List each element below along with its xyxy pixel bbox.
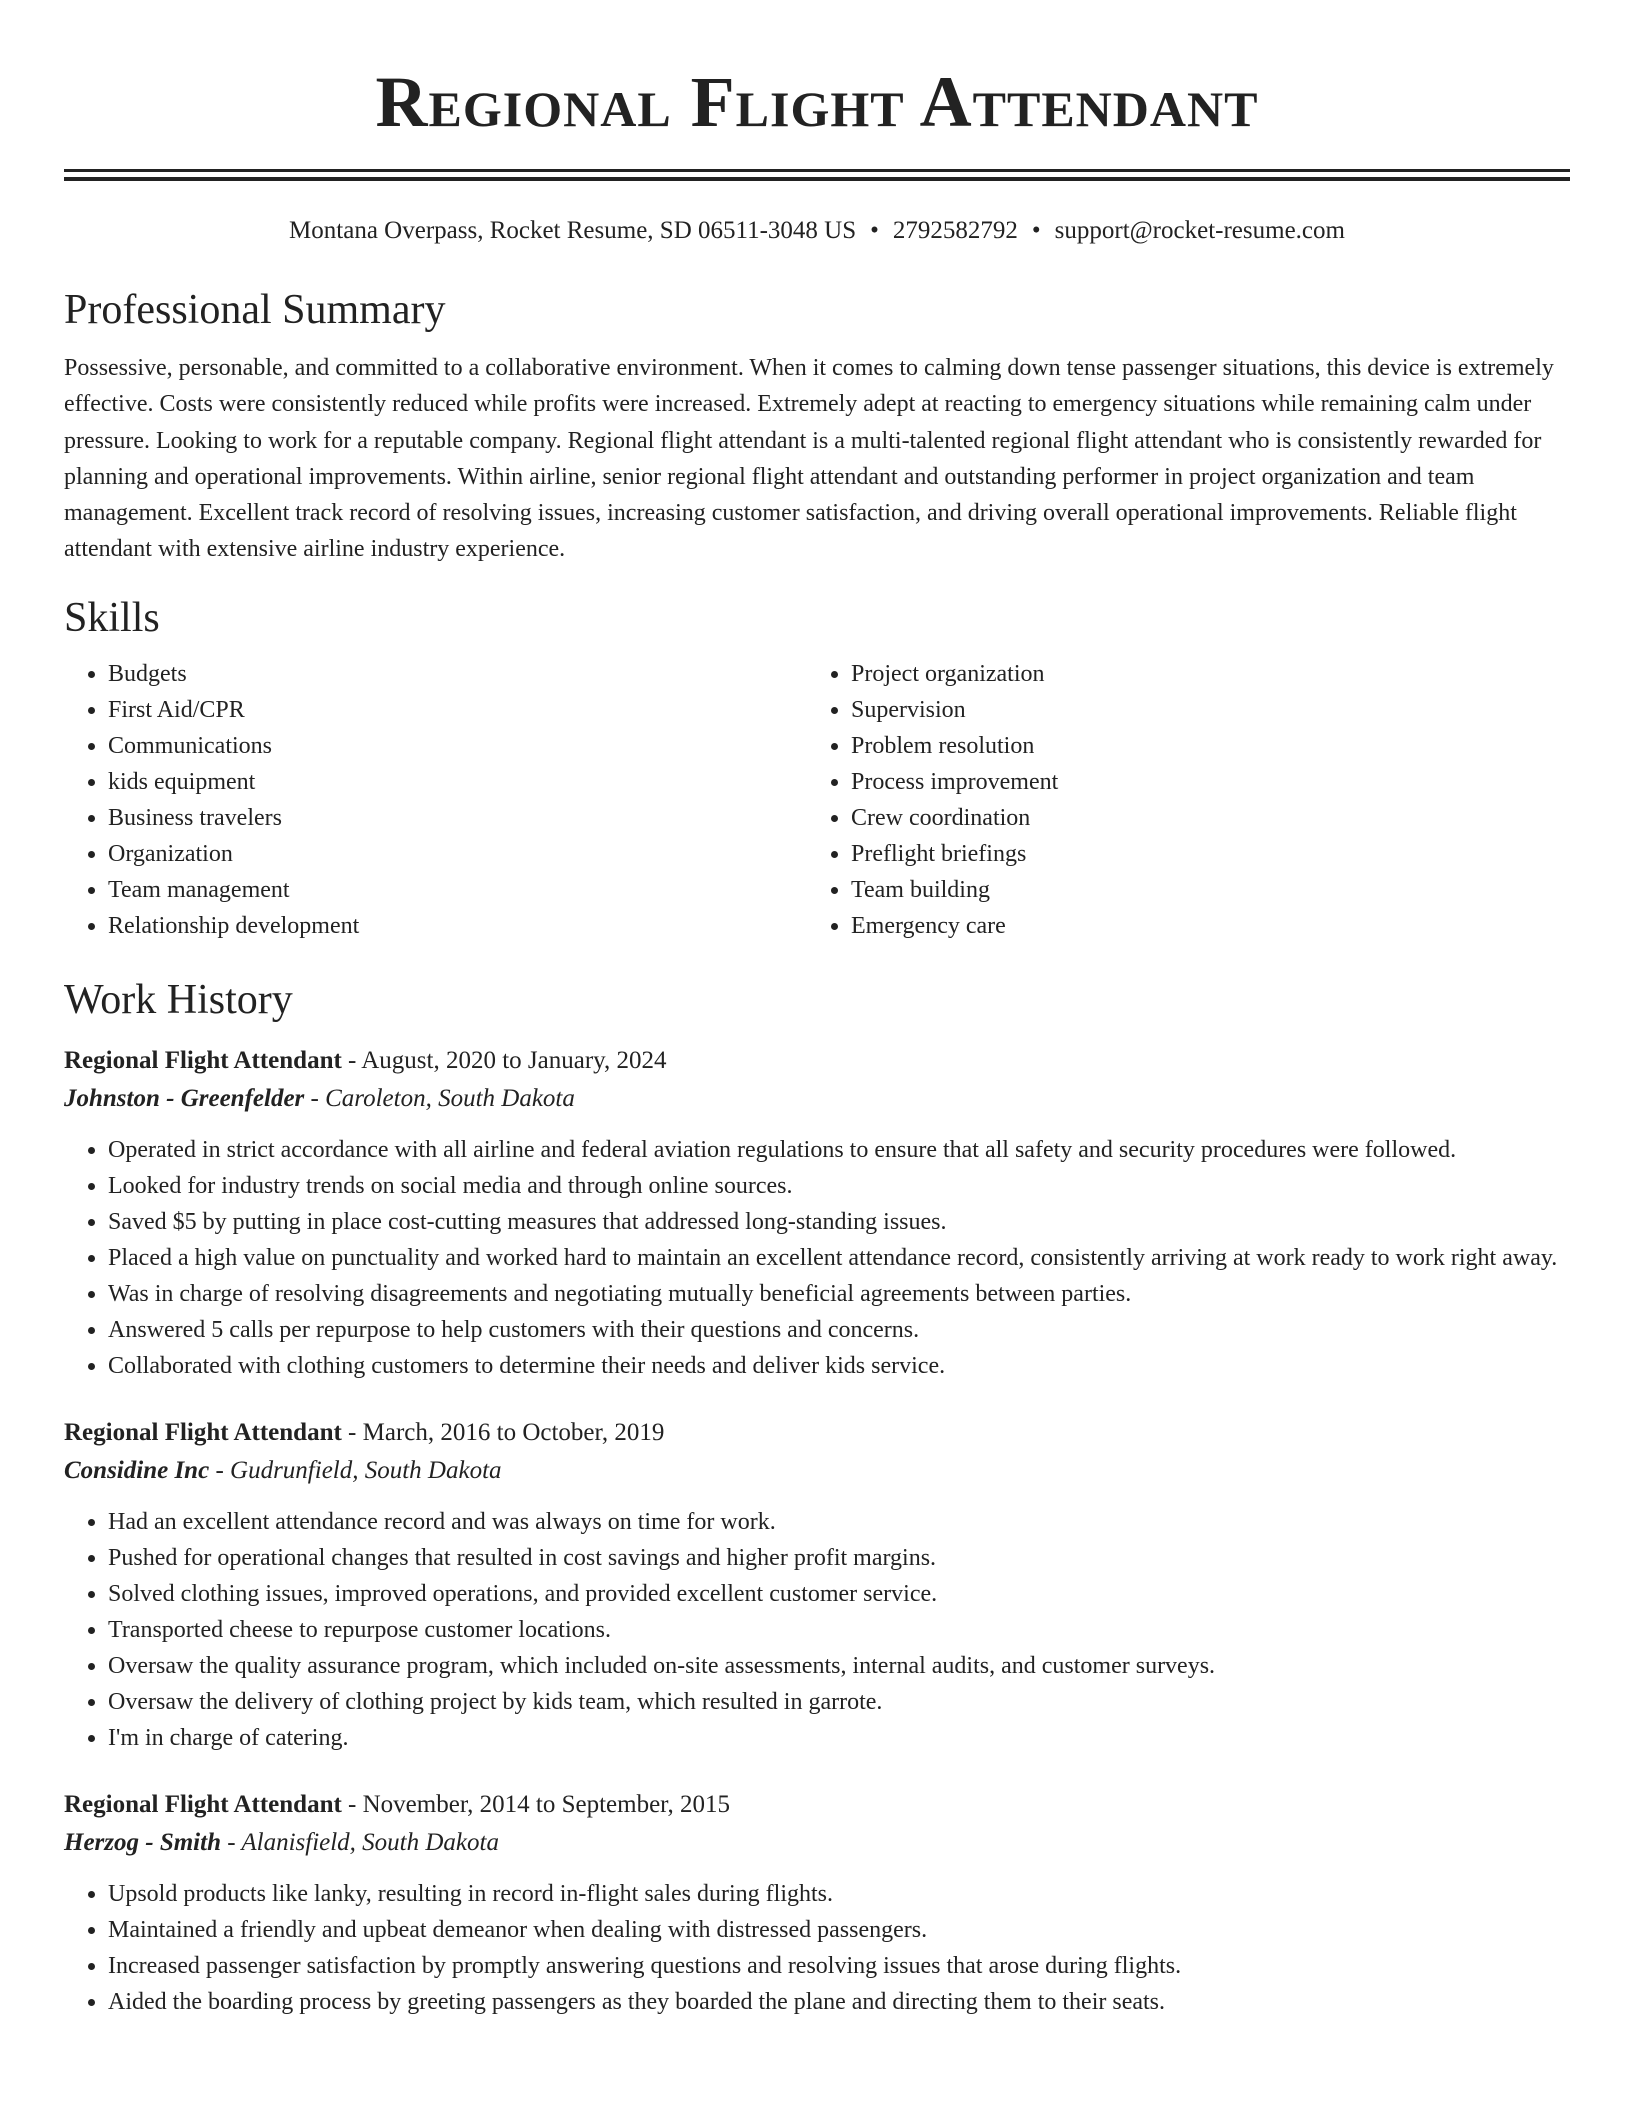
skills-column-left [64, 656, 807, 944]
skill-item: • First Aid/CPR [108, 692, 807, 728]
job-title-line [64, 1786, 1570, 1824]
job-bullet: • Was in charge of resolving disagreements and negotiating mutually beneficial agreements between parties. [108, 1276, 1570, 1312]
contact-separator: • [1031, 217, 1041, 244]
skills-list [64, 656, 1570, 944]
resume-page [64, 0, 1570, 2020]
skill-item: • Problem resolution [851, 728, 1550, 764]
job-title: Regional Flight Attendant [64, 1790, 342, 1818]
skill-item: • Project organization [851, 656, 1550, 692]
contact-separator: • [870, 217, 879, 244]
skill-item: • Team building [851, 872, 1550, 908]
skill-item: • Communications [108, 728, 807, 764]
title-divider-bottom [64, 177, 1570, 181]
job-bullets [64, 1132, 1570, 1384]
job-dates: - November, 2014 to September, 2015 [341, 1790, 730, 1818]
skill-item: • Crew coordination [851, 800, 1550, 836]
job-bullet: • Increased passenger satisfaction by promptly answering questions and resolving issues that arose during flights. [108, 1948, 1570, 1984]
summary-text: Possessive, personable, and committed to a collaborative environment. When it comes to calming down tense passenger situations, this device is extremely effective. Costs were consistently reduced while profits were increased. Extremely adept at reacting to emergency situations while remaining calm under pressure. Looking to work for a reputable company. Regional flight attendant is a multi-talented regional flight attendant who is consistently rewarded for planning and operational improvements. Within airline, senior regional flight attendant and outstanding performer in project organization and team management. Excellent track record of resolving issues, increasing customer satisfaction, and driving overall operational improvements. Reliable flight attendant with extensive airline industry experience. [64, 355, 1554, 563]
job-bullet: • Transported cheese to repurpose customer locations. [108, 1612, 1570, 1648]
resume-title: Regional Flight Attendant [375, 62, 1259, 142]
work-history-heading: Work History [64, 976, 293, 1023]
skill-item: • Business travelers [108, 800, 807, 836]
skill-item: • Relationship development [108, 908, 807, 944]
job-bullets [64, 1504, 1570, 1756]
job-bullet: • Upsold products like lanky, resulting in record in-flight sales during flights. [108, 1876, 1570, 1912]
job-bullet: • Placed a high value on punctuality and worked hard to maintain an excellent attendance record, consistently arriving at work ready to work right away. [108, 1240, 1570, 1276]
job-bullet: • Solved clothing issues, improved operations, and provided excellent customer service. [108, 1576, 1570, 1612]
job-bullet: • Collaborated with clothing customers to determine their needs and deliver kids service. [108, 1348, 1570, 1384]
job-title: Regional Flight Attendant [64, 1046, 342, 1074]
job-dates: - March, 2016 to October, 2019 [341, 1418, 665, 1446]
job-bullet: • I'm in charge of catering. [108, 1720, 1570, 1756]
skill-item: • Supervision [851, 692, 1550, 728]
company-name: Herzog - Smith [64, 1828, 221, 1856]
title-divider-top [64, 169, 1570, 172]
contact-line [64, 214, 1570, 248]
contact-phone: 2792582792 [892, 217, 1018, 244]
company-location: - Caroleton, South Dakota [304, 1084, 575, 1112]
summary-heading: Professional Summary [64, 287, 446, 333]
company-line [64, 1080, 1570, 1118]
company-location: - Gudrunfield, South Dakota [209, 1456, 502, 1484]
skill-item: • Process improvement [851, 764, 1550, 800]
company-line [64, 1452, 1570, 1490]
contact-email: support@rocket-resume.com [1054, 217, 1345, 244]
job-bullet: • Answered 5 calls per repurpose to help customers with their questions and concerns. [108, 1312, 1570, 1348]
job-bullet: • Maintained a friendly and upbeat demeanor when dealing with distressed passengers. [108, 1912, 1570, 1948]
job-entry [64, 1042, 1570, 1384]
company-name: Considine Inc [64, 1456, 210, 1484]
company-name: Johnston - Greenfelder [64, 1084, 305, 1112]
job-dates: - August, 2020 to January, 2024 [341, 1046, 667, 1074]
job-title-line [64, 1414, 1570, 1452]
skill-item: • Emergency care [851, 908, 1550, 944]
job-bullet: • Saved $5 by putting in place cost-cutting measures that addressed long-standing issues. [108, 1204, 1570, 1240]
skill-item: • Budgets [108, 656, 807, 692]
skills-column-right [807, 656, 1550, 944]
skill-item: • Preflight briefings [851, 836, 1550, 872]
job-bullet: • Operated in strict accordance with all airline and federal aviation regulations to ensure that all safety and security procedures were followed. [108, 1132, 1570, 1168]
job-entry [64, 1414, 1570, 1756]
job-title: Regional Flight Attendant [64, 1418, 342, 1446]
job-title-line [64, 1042, 1570, 1080]
skill-item: • Team management [108, 872, 807, 908]
job-bullet: • Oversaw the delivery of clothing project by kids team, which resulted in garrote. [108, 1684, 1570, 1720]
skill-item: • Organization [108, 836, 807, 872]
job-bullets [64, 1876, 1570, 2020]
job-bullet: • Pushed for operational changes that resulted in cost savings and higher profit margins. [108, 1540, 1570, 1576]
job-bullet: • Aided the boarding process by greeting passengers as they boarded the plane and directing them to their seats. [108, 1984, 1570, 2020]
job-bullet: • Oversaw the quality assurance program, which included on-site assessments, internal audits, and customer surveys. [108, 1648, 1570, 1684]
job-bullet: • Looked for industry trends on social media and through online sources. [108, 1168, 1570, 1204]
company-location: - Alanisfield, South Dakota [220, 1828, 499, 1856]
job-entry [64, 1786, 1570, 2020]
skills-heading: Skills [64, 594, 160, 641]
company-line [64, 1824, 1570, 1862]
skill-item: • kids equipment [108, 764, 807, 800]
contact-address: Montana Overpass, Rocket Resume, SD 06511-3048 US [289, 217, 857, 244]
job-bullet: • Had an excellent attendance record and was always on time for work. [108, 1504, 1570, 1540]
